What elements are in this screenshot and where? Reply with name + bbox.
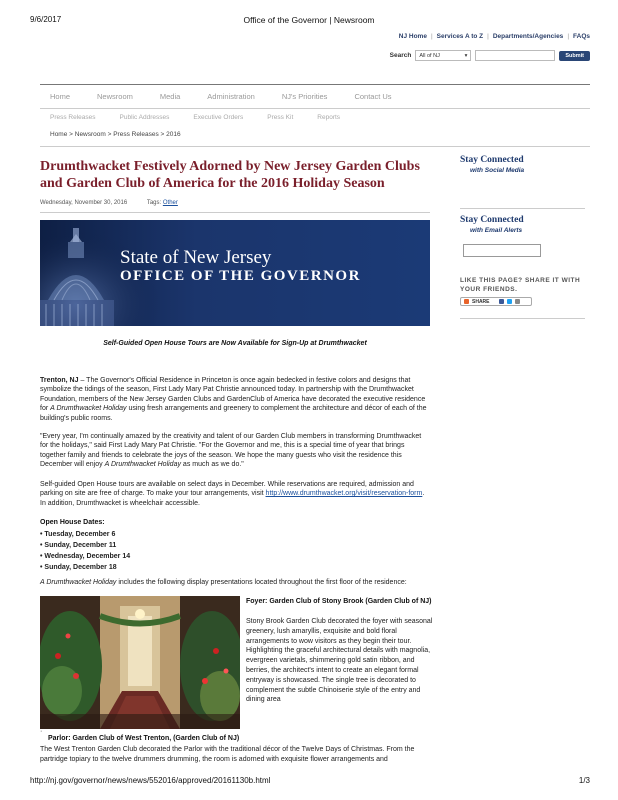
print-date: 9/6/2017 — [30, 15, 62, 24]
nav-divider — [40, 84, 590, 85]
util-link-departments[interactable]: Departments/Agencies — [492, 33, 564, 40]
email-alerts-input[interactable] — [463, 244, 541, 257]
util-link-services[interactable]: Services A to Z — [436, 33, 484, 40]
paragraph-quote: "Every year, I'm continually amazed by the creativity and talent of our Garden Club members in transforming Drumthwacket for the holidays," said First Lady Mary Pat Christie. "For the Governor and me, this is a special time of year that brings together family and friends to celebrate the joys of the season. We hope the many guests who visit the residence this December will enjoy A Drumthwacket Holiday as much as we do." — [40, 433, 422, 469]
chevron-down-icon: ▾ — [464, 52, 468, 59]
subnav-press-releases[interactable]: Press Releases — [50, 114, 96, 121]
separator: | — [567, 33, 570, 40]
banner-office-title: OFFICE OF THE GOVERNOR — [120, 268, 361, 284]
paragraph-intro: Trenton, NJ – The Governor's Official Residence in Princeton is once again bedecked in festive colors and designs that symbolize the tidings of the season, First Lady Mary Pat Christie announced today. In partnership with the Drumthwacket Foundation, members of the New Jersey Garden Clubs and GardenClub of America have decorated the executive residence for A Drumthwacket Holiday using fresh arrangements and greenery to complement the architecture and décor of each of the building's public rooms. — [40, 377, 427, 422]
breadcrumb[interactable]: Home > Newsroom > Press Releases > 2016 — [50, 131, 181, 138]
banner-state-title: State of New Jersey — [120, 247, 272, 268]
foyer-title: Foyer: Garden Club of Stony Brook (Garden Club of NJ) — [246, 598, 432, 605]
search-bar — [390, 50, 590, 61]
subnav-executive-orders[interactable]: Executive Orders — [193, 114, 244, 121]
search-submit-button[interactable]: Submit — [559, 51, 590, 61]
util-link-faqs[interactable]: FAQs — [573, 33, 590, 40]
sub-nav — [50, 114, 364, 121]
facebook-icon — [499, 299, 504, 304]
subnav-public-addresses[interactable]: Public Addresses — [119, 114, 170, 121]
dateline: Trenton, NJ — [40, 377, 79, 384]
reservation-link[interactable]: http://www.drumthwacket.org/visit/reservation-form — [265, 490, 423, 498]
email-alerts-label: with Email Alerts — [470, 227, 523, 234]
email-icon — [515, 299, 520, 304]
share-prompt: LIKE THIS PAGE? SHARE IT WITH YOUR FRIENDS. — [460, 277, 581, 293]
util-link-nj-home[interactable]: NJ Home — [398, 33, 427, 40]
open-house-dates-title: Open House Dates: — [40, 519, 105, 526]
tags-label: Tags: — [146, 200, 162, 206]
main-nav — [50, 92, 419, 101]
foyer-description: Stony Brook Garden Club decorated the foyer with seasonal greenery, lush amaryllis, exquisite and bold floral arrangements to wow visitors as they begin their tour. Highlighting the graceful architectural details with magnolia, evergreen varietals, shimmering gold satin ribbon, and berries, the architect's intent to create an elegant formal entryway is showcased. The single tree is decorated to complement the subtle Chinoiserie style of the entry and dining area — [246, 618, 433, 704]
subnav-reports[interactable]: Reports — [317, 114, 341, 121]
divider — [460, 318, 585, 319]
separator: | — [487, 33, 489, 40]
nav-home[interactable]: Home — [50, 92, 71, 101]
separator: | — [430, 33, 433, 40]
nav-contact[interactable]: Contact Us — [354, 92, 392, 101]
list-item: • Tuesday, December 6 — [40, 529, 130, 540]
divider — [460, 208, 585, 209]
print-title: Office of the Governor | Newsroom — [243, 15, 375, 25]
search-input[interactable] — [475, 50, 555, 61]
foyer-photo — [40, 596, 240, 729]
list-item: • Sunday, December 11 — [40, 540, 130, 551]
paragraph-presentations: A Drumthwacket Holiday includes the following display presentations located throughout the first floor of the residence: — [40, 579, 407, 586]
search-scope-value: All of NJ — [419, 52, 440, 59]
governor-banner — [40, 220, 430, 326]
twitter-icon — [507, 299, 512, 304]
nav-newsroom[interactable]: Newsroom — [97, 92, 133, 101]
article-headline: Drumthwacket Festively Adorned by New Jersey Garden Clubs and Garden Club of America for the 2016 Holiday Season — [40, 159, 420, 191]
print-page-number: 1/3 — [578, 776, 590, 785]
article-meta — [40, 200, 178, 206]
share-button[interactable] — [460, 297, 532, 306]
share-label: SHARE — [472, 298, 490, 305]
divider — [40, 212, 430, 213]
nav-divider — [40, 108, 590, 109]
search-scope-select[interactable] — [415, 50, 471, 61]
nav-administration[interactable]: Administration — [207, 92, 255, 101]
print-url: http://nj.gov/governor/news/news/552016/approved/20161130b.html — [30, 776, 271, 785]
utility-nav — [399, 33, 590, 40]
bullet: · — [40, 728, 43, 735]
tag-link[interactable]: Other — [162, 200, 178, 206]
open-house-dates-list — [40, 529, 130, 573]
stay-connected-social-heading: Stay Connected — [460, 155, 524, 165]
divider — [40, 146, 590, 147]
paragraph-tours: Self-guided Open House tours are available on select days in December. While reservations are required, admission and parking on site are free of charge. To make your tour arrangements, visit http://www.drumthwacket.org/visit/reservation-form. In addition, Drumthwacket is wheelchair accessible. — [40, 481, 425, 507]
nav-priorities[interactable]: NJ's Priorities — [281, 92, 328, 101]
social-media-label: with Social Media — [470, 167, 525, 174]
search-label: Search — [389, 52, 412, 59]
list-item: • Sunday, December 18 — [40, 562, 130, 573]
stay-connected-email-heading: Stay Connected — [460, 215, 524, 225]
article-subhead: Self-Guided Open House Tours are Now Available for Sign-Up at Drumthwacket — [103, 340, 367, 347]
parlor-description: The West Trenton Garden Club decorated the Parlor with the traditional décor of the Twelve Days of Christmas. From the partridge topiary to the twelve drummers drumming, the room is adorned with exquisite flower arrangements and — [40, 746, 415, 763]
share-icon — [464, 299, 469, 304]
article-date: Wednesday, November 30, 2016 — [40, 200, 128, 206]
subnav-press-kit[interactable]: Press Kit — [267, 114, 294, 121]
list-item: • Wednesday, December 14 — [40, 551, 130, 562]
parlor-title: Parlor: Garden Club of West Trenton, (Garden Club of NJ) — [48, 735, 240, 742]
nav-media[interactable]: Media — [159, 92, 181, 101]
